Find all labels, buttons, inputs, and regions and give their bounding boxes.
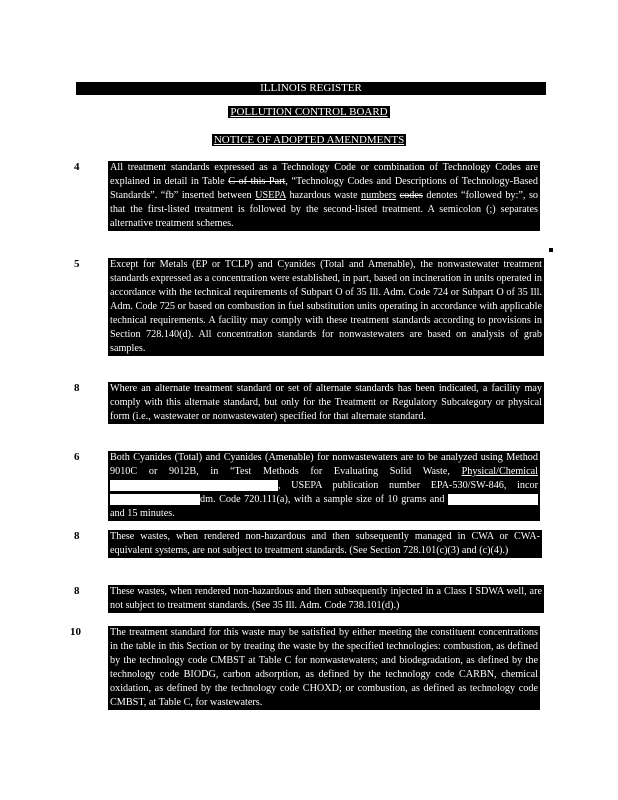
- footnote-text: [108, 161, 540, 231]
- notice-title: [0, 134, 618, 147]
- footnote-text-part: Both Cyanides (Total) and Cyanides (Amenable) for nonwastewaters are to be analyzed using Method 9010C or 9012B, in “Test Methods for Evaluating Solid Waste,: [110, 452, 538, 477]
- footnote-text-part: All treatment standards expressed as a Technology Code or combination of Technology Codes are explained in detail in Table: [110, 162, 538, 187]
- footnote-text-part: and 15 minutes.: [110, 508, 175, 519]
- footnote-text: Where an alternate treatment standard or set of alternate standards has been indicated, a facility may comply with this alternate standard, but only for the Treatment or Regulatory Subcategory or physical form (i.e., wastewater or nonwastewater) specified for that alternate standard.: [110, 383, 542, 422]
- inserted-text: numbers: [361, 190, 397, 201]
- register-title: ILLINOIS REGISTER: [76, 82, 546, 95]
- footnote-number: 8: [74, 585, 80, 597]
- footnote-number: 4: [74, 161, 80, 173]
- notice-title-text: NOTICE OF ADOPTED AMENDMENTS: [213, 134, 405, 146]
- deleted-text: C of this Part: [228, 176, 286, 187]
- footnote-text: The treatment standard for this waste may be satisfied by either meeting the constituent concentrations in the table in this Section or by treating the waste by the specified technologies: combustion, as defined by the technology code CMBST at Table C for nonwastewaters; and biodegradation, as defined by the technology code BIODG, carbon adsorption, as defined by the technology code CARBN, chemical oxidation, as defined by the technology code CHOXD; or combustion, as defined as technology code CMBST, at Table C, for wastewaters.: [110, 627, 538, 708]
- illegible-region: [110, 480, 278, 491]
- board-title-text: POLLUTION CONTROL BOARD: [230, 106, 388, 118]
- footnote-text: [108, 451, 540, 521]
- footnote-text-part: , “Technology Codes and Descriptions of Technology-Based Standards”. “fb” inserted between: [110, 176, 538, 201]
- board-title: [0, 106, 618, 119]
- deleted-text: codes: [399, 190, 423, 201]
- footnote-text-part: hazardous waste: [285, 190, 362, 201]
- margin-mark: [549, 248, 553, 252]
- footnote-number: 8: [74, 382, 80, 394]
- footnote-text-part: dm. Code 720.111(a), with a sample size of 10 grams and: [200, 494, 445, 505]
- illegible-region: [448, 494, 538, 505]
- inserted-text: USEPA: [255, 190, 286, 201]
- footnote-number: 8: [74, 530, 80, 542]
- footnote-number: 6: [74, 451, 80, 463]
- illegible-region: [110, 494, 200, 505]
- footnote-text: Except for Metals (EP or TCLP) and Cyanides (Total and Amenable), the nonwastewater treatment standards expressed as a concentration were established, in part, based on incineration in units operated in accordance with the technical requirements of Subpart O of 35 Ill. Adm. Code 724 or Subpart O of 35 Ill. Adm. Code 725 or based on combustion in fuel substitution units operating in accordance with applicable technical requirements. A facility may comply with these treatment standards according to provisions in Section 728.140(d). All concentration standards for nonwastewaters are based on analysis of grab samples.: [110, 259, 542, 354]
- inserted-text: Physical/Chemical: [461, 466, 538, 477]
- footnote-text-part: , USEPA publication number EPA-530/SW-846, incor: [278, 480, 538, 491]
- footnote-text: These wastes, when rendered non-hazardous and then subsequently managed in CWA or CWA-equivalent systems, are not subject to treatment standards. (See Section 728.101(c)(3) and (c)(4).): [110, 531, 540, 556]
- footnote-number: 10: [70, 626, 81, 638]
- footnote-text: These wastes, when rendered non-hazardous and then subsequently injected in a Class I SDWA well, are not subject to treatment standards. (See 35 Ill. Adm. Code 738.101(d).): [110, 586, 542, 611]
- footnote-text-part: denotes “followed by:”, so that the first-listed treatment is followed by the second-listed treatment. A semicolon (;) separates alternative treatment schemes.: [110, 190, 539, 229]
- footnote-number: 5: [74, 258, 80, 270]
